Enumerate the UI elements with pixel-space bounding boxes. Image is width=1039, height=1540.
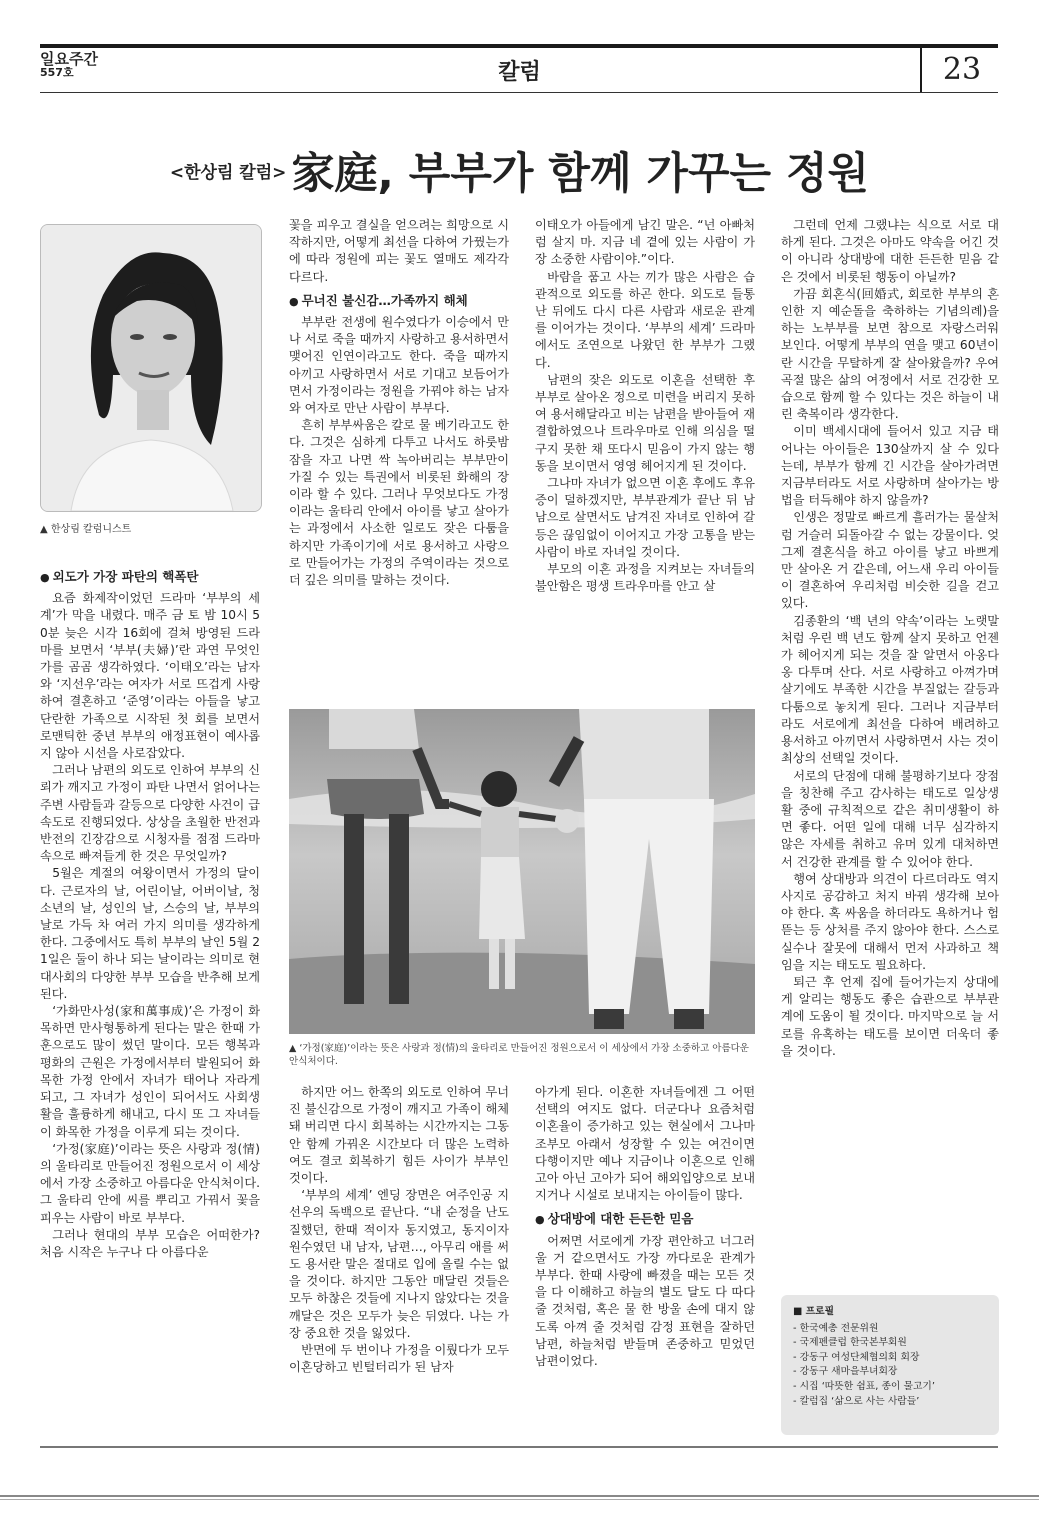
subheading (289, 292, 509, 310)
paragraph: 꽃을 피우고 결실을 얻으려는 희망으로 시작하지만, 어떻게 최선을 다하여 가꿨는가에 따라 정원에 피는 꽃도 열매도 제각각 다르다. (289, 218, 509, 284)
photo-caption: ▲ ‘가정(家庭)’이라는 뜻은 사랑과 정(情)의 울타리로 만들어진 정원으로서 이 세상에서 가장 소중하고 아름다운 안식처이다. (289, 1043, 749, 1067)
paragraph: 아가게 된다. 이혼한 자녀들에겐 그 어떤 선택의 여지도 없다. 더군다나 요즘처럼 이혼율이 증가하고 있는 현실에서 그나마 조부모 아래서 성장할 수 있는 여건이면 다행이지만 예나 지금이나 이혼으로 인해 고아 아닌 고아가 되어 해외입양으로 보내지거나 시설로 보내지는 아이들이 많다. (535, 1085, 755, 1203)
paragraph: 반면에 두 번이나 가정을 이뤘다가 모두 이혼당하고 빈털터리가 된 남자 (289, 1343, 509, 1375)
author-portrait-image (41, 225, 261, 511)
paragraph: 퇴근 후 언제 집에 들어가는지 상대에게 알리는 행동도 좋은 습관으로 부부관계에 도움이 될 것이다. 마지막으로 늘 서로를 유혹하는 태도를 보이면 더욱더 좋을 것이다. (781, 974, 999, 1058)
article-column-3-lower (535, 1084, 755, 1370)
issue-number: 557호 (40, 66, 74, 79)
author-photo-caption: ▲ 한상림 칼럼니스트 (40, 524, 132, 535)
subheading-text: 외도가 가장 파탄의 핵폭탄 (52, 569, 199, 584)
paragraph: ‘부부의 세계’ 엔딩 장면은 여주인공 지선우의 독백으로 끝난다. “내 순정을 난도질했던, 한때 적이자 동지였고, 동지이자 원수였던 내 남자, 남편…, 아무리 애를 써도 용서란 말은 절대로 입에 올릴 수는 없을 것이다. 하지만 그동안 매달린 것들은 모두 하찮은 것들에 지나지 않았다는 것을 깨달은 것은 모두가 늦은 뒤였다. 나는 가장 중요한 것을 잃었다. (289, 1188, 509, 1340)
subheading-text: 무너진 불신감…가족까지 해체 (301, 292, 468, 308)
paragraph: 요즘 화제작이었던 드라마 ‘부부의 세계’가 막을 내렸다. 매주 금 토 밤 10시 50분 늦은 시각 16회에 걸쳐 방영된 드라마를 보면서 ‘부부(夫婦)’란 과연 무엇인가를 곰곰 생각하였다. ‘이태오’라는 남자와 ‘지선우’라는 여자가 서로 뜨겁게 사랑하여 결혼하고 ‘준영’이라는 아들을 낳고 단란한 가족으로 시작된 첫 회를 보면서 로맨틱한 중년 부부의 애정표현이 예사롭지 않아 시선을 사로잡았다. (40, 591, 260, 761)
paragraph: 부부란 전생에 원수였다가 이승에서 만나 서로 죽을 때까지 사랑하고 용서하면서 맺어진 인연이라고도 한다. 죽을 때까지 아끼고 사랑하면서 서로 기대고 보듬어가면서 가정이라는 정원을 가꿔야 하는 남자와 여자로 만난 사람이 부부다. (289, 315, 509, 416)
paragraph: 이태오가 아들에게 남긴 말은. “넌 아빠처럼 살지 마. 지금 네 곁에 있는 사람이 가장 소중한 사람이야.”이다. (535, 218, 755, 267)
family-walking-image (289, 709, 755, 1034)
top-rule (40, 44, 998, 48)
headline (0, 140, 1039, 201)
article-column-3 (535, 217, 755, 595)
page-edge-line-2 (0, 1499, 1039, 1500)
profile-item: - 강동구 새마을부녀회장 (793, 1366, 898, 1378)
paragraph: ‘가화만사성(家和萬事成)’은 가정이 화목하면 만사형통하게 된다는 말은 한때 가훈으로도 많이 썼던 말이다. 모든 행복과 평화의 근원은 가정에서부터 발원되어 화목한 가정 안에서 자녀가 태어나 자라게 되고, 그 자녀가 성인이 되어서도 사회생활을 훌륭하게 해내고, 다시 또 그 자녀들이 화목한 가정을 이루게 되는 것이다. (40, 1004, 260, 1139)
paragraph: 그러나 현대의 부부 모습은 어떠한가? 처음 시작은 누구나 다 아름다운 (40, 1227, 260, 1259)
paragraph: 바람을 품고 사는 끼가 많은 사람은 습관적으로 외도를 하곤 한다. 외도로 들통난 뒤에도 다시 다른 사람과 새로운 관계를 이어가는 것이다. ‘부부의 세계’ 드라마에서도 조연으로 나왔던 한 부부가 그랬다. (535, 269, 755, 370)
profile-title: ■ 프로필 (793, 1306, 835, 1317)
paragraph: 그나마 자녀가 없으면 이혼 후에도 후유증이 덜하겠지만, 부부관계가 끝난 뒤 남남으로 살면서도 남겨진 자녀로 인하여 갈등은 끊임없이 이어지고 가장 고통을 받는 사람이 바로 자녀일 것이다. (535, 476, 755, 559)
paragraph: 5월은 계절의 여왕이면서 가정의 달이다. 근로자의 날, 어린이날, 어버이날, 청소년의 날, 성인의 날, 스승의 날, 부부의 날로 가득 차 여러 가지 의미를 생각하게 한다. 그중에서도 특히 부부의 날인 5월 21일은 둘이 하나 되는 날이라는 의미로 현대사회의 다양한 부부 모습을 반추해 보게 된다. (40, 866, 260, 1001)
publication-name: 일요주간 (40, 50, 98, 68)
bottom-rule (40, 1446, 998, 1448)
paragraph: 부모의 이혼 과정을 지켜보는 자녀들의 불안함은 평생 트라우마를 안고 살 (535, 562, 755, 594)
article-column-1 (40, 562, 260, 1261)
page-number: 23 (942, 52, 982, 87)
header-rule (40, 92, 998, 93)
column-series-label: <한상림 칼럼> (169, 163, 287, 183)
paragraph: 어쩌면 서로에게 가장 편안하고 너그러울 거 같으면서도 가장 까다로운 관계가 부부다. 한때 사랑에 빠졌을 때는 모든 것을 다 이해하고 하늘의 별도 달도 다 따다 줄 것처럼, 혹은 물 한 방울 손에 대지 않도록 아껴 줄 것처럼 감정 표현을 잘하던 남편, 하늘처럼 받들며 존중하고 믿었던 남편이었다. (535, 1233, 755, 1369)
paragraph: 그러나 남편의 외도로 인하여 부부의 신뢰가 깨지고 가정이 파탄 나면서 얽어나는 주변 사람들과 갈등으로 다양한 사건이 급속도로 진행되었다. 상상을 초월한 반전과 반전의 긴장감으로 시청자를 점점 드라마 속으로 빠져들게 한 것은 무엇일까? (40, 763, 260, 864)
paragraph: 서로의 단점에 대해 불평하기보다 장점을 칭찬해 주고 감사하는 태도로 일상생활 중에 규칙적으로 같은 취미생활이 하면 좋다. 어떤 일에 대해 너무 심각하지 않은 자세를 취하고 유머 있게 대처하면서 건강한 관계를 할 수 있어야 한다. (781, 768, 999, 869)
section-title: 칼럼 (498, 60, 541, 85)
author-photo (40, 224, 262, 512)
subheading-text: 상대방에 대한 든든한 믿음 (547, 1211, 694, 1227)
bullet-icon: ● (289, 294, 299, 308)
article-column-2-lower (289, 1084, 509, 1376)
paragraph: 이미 백세시대에 들어서 있고 지금 태어나는 아이들은 130살까지 살 수 있다는데, 부부가 함께 긴 시간을 살아가려면 지금부터라도 서로 사랑하며 살아가는 방법을 터득해야 하지 않을까? (781, 424, 999, 508)
article-column-2 (289, 217, 509, 589)
profile-item: - 칼럼집 ‘삶으로 사는 사람들’ (793, 1395, 920, 1407)
family-beach-photo (289, 709, 755, 1034)
paragraph: 가끔 회혼식(回婚式, 회로한 부부의 혼인한 지 예순돌을 축하하는 기념의례)을 하는 노부부를 보면 참으로 자랑스러워 보인다. 어떻게 부부의 연을 맺고 60년이란 시간을 무탈하게 잘 살아왔을까? 우여곡절 많은 삶의 여정에서 서로 건강한 모습으로 함께 할 수 있다는 것은 하늘이 내린 축복이라 생각한다. (781, 286, 999, 422)
paragraph: 그런데 언제 그랬냐는 식으로 서로 대하게 된다. 그것은 아마도 약속을 어긴 것이 아니라 상대방에 대한 든든한 믿음 같은 것에서 비롯된 행동이 아닐까? (781, 218, 999, 284)
paragraph: ‘가정(家庭)’이라는 뜻은 사랑과 정(情)의 울타리로 만들어진 정원으로서 이 세상에서 가장 소중하고 아름다운 안식처이다. 그 울타리 안에 씨를 뿌리고 가꿔서 꽃을 피우는 사람이 바로 부부다. (40, 1141, 260, 1225)
subheading (40, 568, 260, 586)
author-profile-box (781, 1295, 999, 1435)
bullet-icon: ● (40, 571, 50, 584)
paragraph: 행여 상대방과 의견이 다르더라도 역지사지로 공감하고 처지 바꿔 생각해 보아야 한다. 혹 싸움을 하더라도 욕하거나 험뜯는 등 상처를 주지 않아야 한다. 스스로 실수나 잘못에 대해서 먼저 사과하고 책임을 지는 태도도 필요하다. (781, 871, 999, 972)
paragraph: 하지만 어느 한쪽의 외도로 인하여 무너진 불신감으로 가정이 깨지고 가족이 해체돼 버리면 다시 회복하는 시간까지는 그동안 함께 가꿔온 시간보다 더 많은 노력하여도 결코 회복하기 힘든 사이가 부부인 것이다. (289, 1085, 509, 1186)
paragraph: 인생은 정말로 빠르게 흘러가는 물살처럼 거슬러 되돌아갈 수 없는 강물이다. 엊그제 결혼식을 하고 아이를 낳고 바쁘게만 살아온 거 같은데, 어느새 우리 아이들이 결혼하여 우리처럼 비슷한 길을 걷고 있다. (781, 510, 999, 611)
subheading (535, 1210, 755, 1228)
article-column-4 (781, 217, 999, 1060)
paragraph: 김종환의 ‘백 년의 약속’이라는 노랫말처럼 우린 백 년도 함께 살지 못하고 언젠가 헤어지게 되는 것을 잘 알면서 아옹다옹 다투며 산다. 서로 사랑하고 아껴가며 살기에도 부족한 시간을 부질없는 갈등과 다툼으로 놓치게 된다. 그러나 지금부터라도 서로에게 최선을 다하여 배려하고 용서하고 아끼면서 사랑하면서 사는 것이 최상의 선택일 것이다. (781, 613, 999, 766)
paragraph: 남편의 잦은 외도로 이혼을 선택한 후 부부로 살아온 정으로 미련을 버리지 못하여 용서해달라고 비는 남편을 받아들여 재결합하였으나 트라우마로 인해 의심을 떨구지 못한 채 또다시 믿음이 가지 않는 행동을 보이면서 영영 헤어지게 된 것이다. (535, 372, 755, 473)
profile-item: - 강동구 여성단체협의회 회장 (793, 1351, 920, 1363)
header-separator (920, 48, 922, 92)
profile-item: - 한국예총 전문위원 (793, 1322, 879, 1334)
paragraph: 흔히 부부싸움은 칼로 물 베기라고도 한다. 그것은 심하게 다투고 나서도 하룻밤 잠을 자고 나면 싹 녹아버리는 부부만이 가질 수 있는 특권에서 비롯된 화해의 장이라 할 수 있다. 그러나 무엇보다도 가정이라는 울타리 안에서 아이를 낳고 살아가는 과정에서 사소한 일로도 잦은 다툼을 하지만 가족이기에 서로 용서하고 사랑으로 만들어가는 가정의 주역이라는 것으로 더 깊은 의미를 말하는 것이다. (289, 418, 509, 588)
profile-item: - 시집 ‘따뜻한 쉼표, 종이 물고기’ (793, 1380, 936, 1392)
page-edge-line (0, 1495, 1039, 1497)
profile-item: - 국제펜클럽 한국본부회원 (793, 1337, 907, 1349)
article-title: 家庭, 부부가 함께 가꾸는 정원 (291, 149, 870, 199)
bullet-icon: ● (535, 1213, 545, 1227)
